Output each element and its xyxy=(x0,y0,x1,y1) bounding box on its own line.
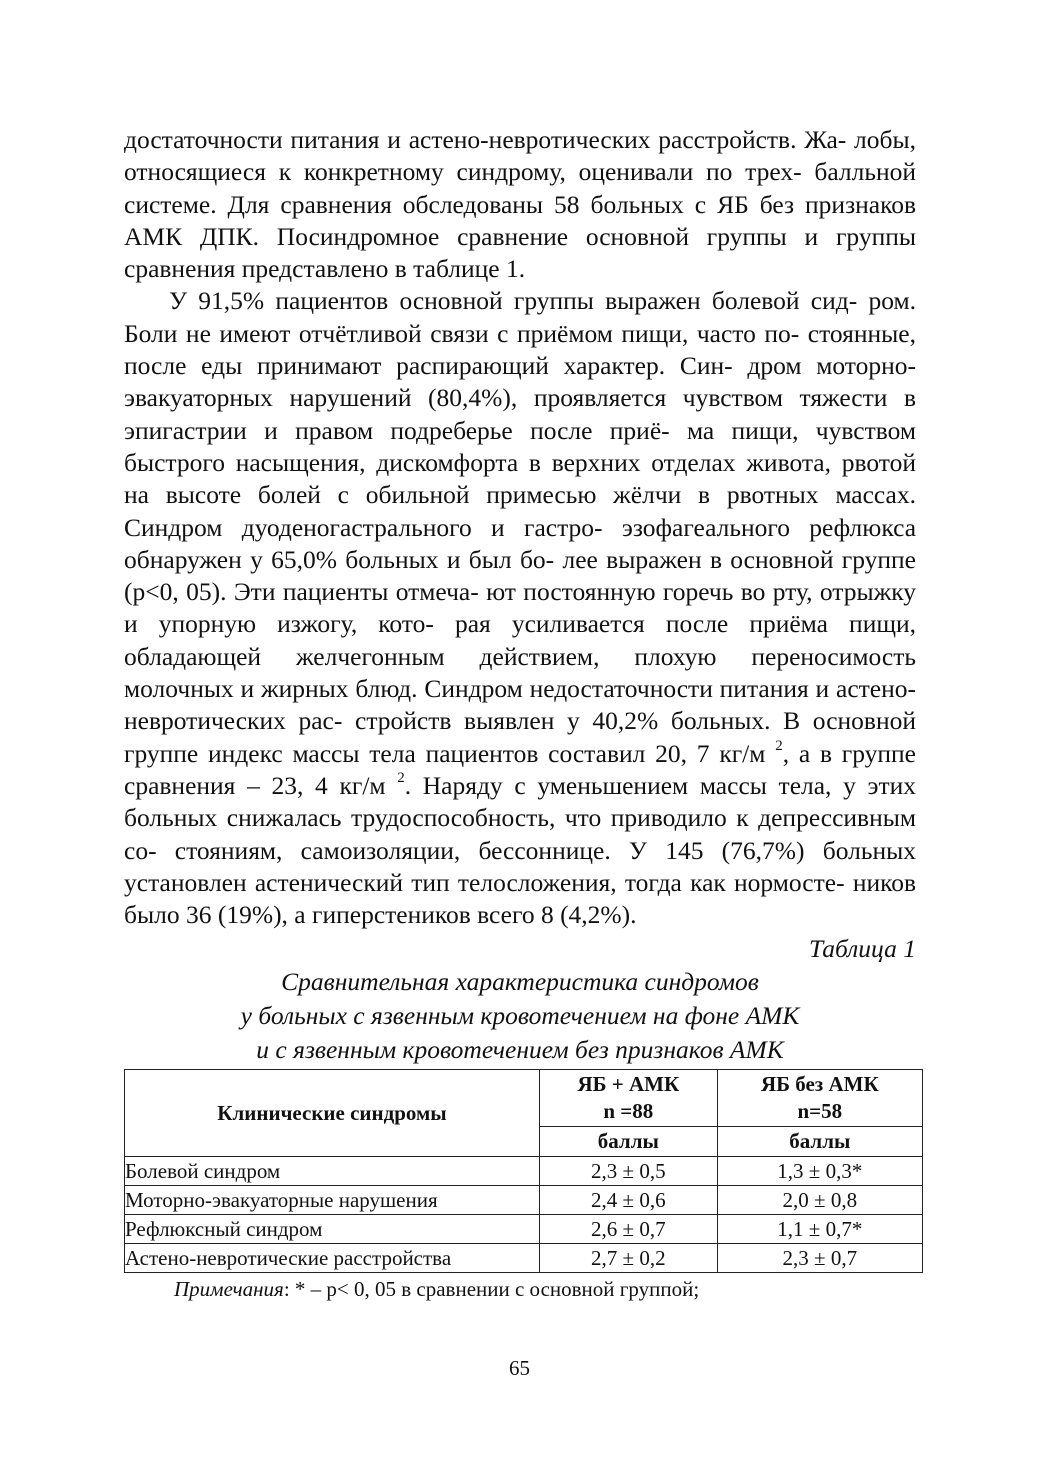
score-value: 2,7 ± 0,2 xyxy=(540,1244,718,1273)
text-line: лее выражен в основной группе (p<0, 05). Эти пациенты отмеча- xyxy=(124,544,917,607)
header-group-2 xyxy=(717,1070,922,1127)
syndrome-name: Моторно-эвакуаторные нарушения xyxy=(125,1186,540,1215)
syndrome-name: Болевой синдром xyxy=(125,1157,540,1186)
text-line: лобы, относящиеся к конкретному синдрому, оценивали по трех- xyxy=(124,125,917,187)
page-content xyxy=(124,124,916,1303)
text-line: массы тела пациентов составил 20, 7 кг/м xyxy=(292,738,776,768)
score-value: 1,3 ± 0,3* xyxy=(717,1157,922,1186)
text-line: – 23, 4 кг/м xyxy=(247,770,398,800)
text-line: отделах живота, рвотой на высоте болей с обильной примесью xyxy=(124,447,916,510)
text-line: ма пищи, чувством быстрого насыщения, дискомфорта в верхних xyxy=(124,415,916,477)
score-value: 2,6 ± 0,7 xyxy=(540,1215,718,1244)
text-line: без признаков АМК ДПК. Посиндромное сравнение основной xyxy=(124,189,916,251)
page-number: 65 xyxy=(509,1356,530,1380)
caption-line: у больных с язвенным кровотечением на фоне АМК xyxy=(240,1001,800,1031)
table-row xyxy=(125,1186,923,1215)
text-line: стояниям, самоизоляции, бессоннице. У 145 (76,7%) больных xyxy=(174,835,917,865)
text-line: ром. Боли не имеют отчётливой связи с приёмом пищи, часто по- xyxy=(124,286,916,348)
text-line: дром моторно-эвакуаторных нарушений (80,4%), проявляется xyxy=(124,351,917,413)
group-n: n=58 xyxy=(797,1099,843,1124)
group-name: ЯБ без АМК xyxy=(760,1072,879,1097)
text-line: ников было 36 (19%), а гиперстеников всего 8 (4,2%). xyxy=(124,867,916,930)
score-value: 1,1 ± 0,7* xyxy=(717,1215,922,1244)
text-line: чувством тяжести в эпигастрии и правом подреберье после приё- xyxy=(124,383,916,445)
text-line: ют постоянную горечь во рту, отрыжку и упорную изжогу, кото- xyxy=(124,577,917,639)
group-name: ЯБ + АМК xyxy=(577,1072,680,1097)
syndrome-name: Астено-невротические расстройства xyxy=(125,1244,540,1273)
header-unit: баллы xyxy=(540,1127,718,1157)
score-value: 2,4 ± 0,6 xyxy=(540,1186,718,1215)
score-value: 2,3 ± 0,5 xyxy=(540,1157,718,1186)
note-text: : * – р< 0, 05 в сравнении с основной группой; xyxy=(283,1277,700,1302)
header-unit: баллы xyxy=(717,1127,922,1157)
table-label: Таблица 1 xyxy=(808,934,916,964)
text-line: группы и группы сравнения представлено в таблице 1. xyxy=(124,221,916,284)
paragraph-2 xyxy=(124,285,916,931)
table-row xyxy=(125,1157,923,1186)
table-row xyxy=(125,1215,923,1244)
superscript: 2 xyxy=(775,738,783,755)
text-line: балльной системе. Для сравнения обследованы 58 больных с ЯБ xyxy=(124,157,916,219)
text-line: эзофагеального рефлюкса обнаружен у 65,0% больных и был бо- xyxy=(124,512,917,574)
header-group-1 xyxy=(540,1070,718,1127)
text-line: достаточности питания и астено-невротических расстройств. Жа- xyxy=(124,125,847,154)
syndromes-table xyxy=(124,1069,923,1273)
text-line: У 91,5% пациентов основной группы выражен болевой сид- xyxy=(169,286,858,316)
table-header-row xyxy=(125,1070,923,1127)
text-line: . Наряду с уменьшением массы тела, у этих больных xyxy=(124,770,917,833)
text-line: жёлчи в рвотных массах. Синдром дуоденогастрального и гастро- xyxy=(124,480,916,542)
paragraph-1 xyxy=(124,124,916,285)
score-value: 2,3 ± 0,7 xyxy=(717,1244,922,1273)
text-line: Синдром недостаточности питания и астено-невротических рас- xyxy=(124,674,916,736)
superscript: 2 xyxy=(397,770,405,787)
text-line: рая усиливается после приёма пищи, обладающей желчегонным xyxy=(124,609,916,671)
syndrome-name: Рефлюксный синдром xyxy=(125,1215,540,1244)
caption-line: и с язвенным кровотечением без признаков АМК xyxy=(256,1035,784,1065)
score-value: 2,0 ± 0,8 xyxy=(717,1186,922,1215)
text-line: , а в группе сравнения xyxy=(124,738,916,800)
header-syndromes: Клинические синдромы xyxy=(125,1070,540,1157)
text-line: действием, плохую переносимость молочных и жирных блюд. xyxy=(124,641,916,704)
table-caption xyxy=(124,965,916,1067)
text-line: стоянные, после еды принимают распирающий характер. Син- xyxy=(124,318,916,381)
group-n: n =88 xyxy=(603,1099,654,1124)
caption-line: Сравнительная характеристика синдромов xyxy=(281,967,759,997)
table-row xyxy=(125,1244,923,1273)
text-line: установлен астенический тип телосложения, тогда как нормосте- xyxy=(124,867,845,897)
note-label: Примечания xyxy=(174,1277,284,1302)
text-line: снижалась трудоспособность, что приводило к депрессивным со- xyxy=(124,803,917,865)
table-note xyxy=(124,1273,916,1303)
text-line: стройств выявлен у 40,2% больных. В основной группе индекс xyxy=(124,706,916,768)
